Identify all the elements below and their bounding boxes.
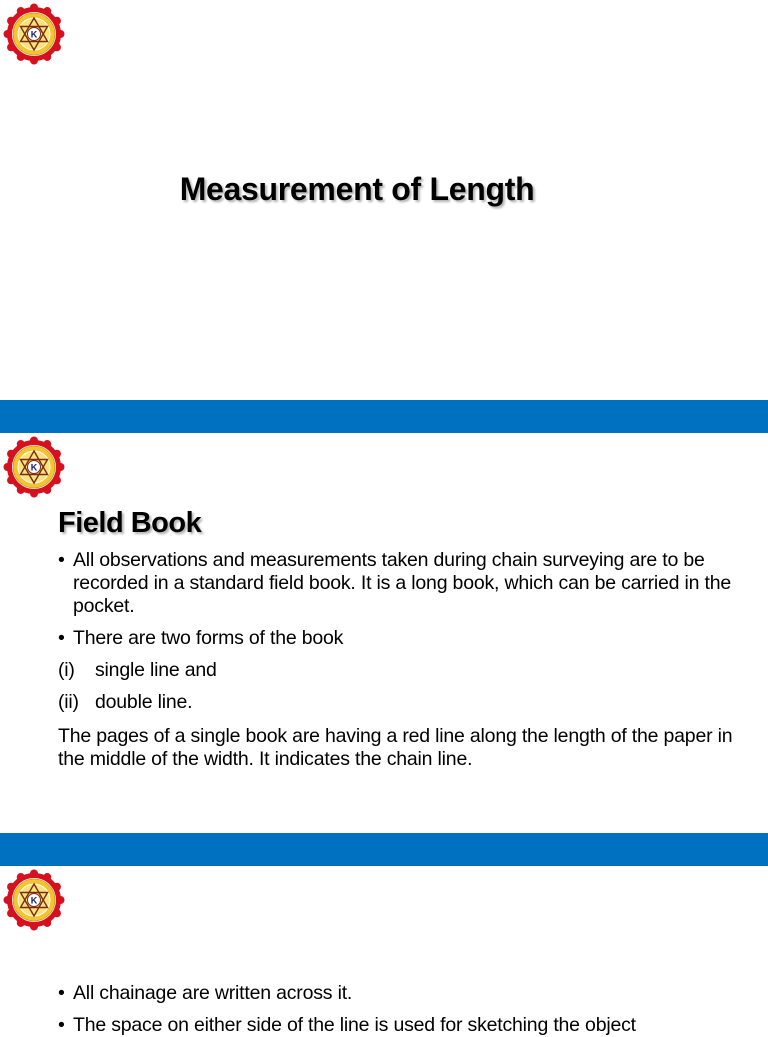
bullet-icon: •	[58, 549, 65, 571]
numbered-item	[58, 691, 738, 714]
item-text: double line.	[95, 691, 193, 713]
list-item	[58, 982, 738, 1005]
list-item	[58, 549, 738, 618]
paragraph: The pages of a single book are having a red line along the length of the paper in the middle of the width. It indicates the chain line.	[58, 725, 733, 770]
college-emblem-icon	[4, 4, 64, 64]
item-number: (ii)	[58, 691, 79, 713]
slide-body	[58, 549, 738, 771]
bullet-text: The space on either side of the line is used for sketching the object	[73, 1014, 636, 1036]
college-emblem-icon	[4, 437, 64, 497]
section-heading: Field Book	[58, 507, 202, 539]
slide-separator	[0, 833, 768, 866]
slide-body	[58, 982, 738, 1037]
bullet-text: All chainage are written across it.	[73, 982, 353, 1004]
slide-field-book-continued	[0, 866, 768, 1036]
item-number: (i)	[58, 659, 75, 681]
bullet-icon: •	[58, 1014, 65, 1036]
slide-field-book	[0, 433, 768, 833]
bullet-icon: •	[58, 982, 65, 1004]
bullet-icon: •	[58, 627, 65, 649]
list-item	[58, 1014, 738, 1037]
college-emblem-icon	[4, 870, 64, 930]
item-text: single line and	[95, 659, 217, 681]
bullet-text: There are two forms of the book	[73, 627, 344, 649]
slide-separator	[0, 400, 768, 433]
numbered-item	[58, 659, 738, 682]
bullet-text: All observations and measurements taken during chain surveying are to be recorded in a standard field book. It is a long book, which can be carried in the pocket.	[73, 549, 732, 617]
slide-title	[0, 0, 768, 400]
list-item	[58, 627, 738, 650]
page-title: Measurement of Length	[179, 171, 535, 207]
